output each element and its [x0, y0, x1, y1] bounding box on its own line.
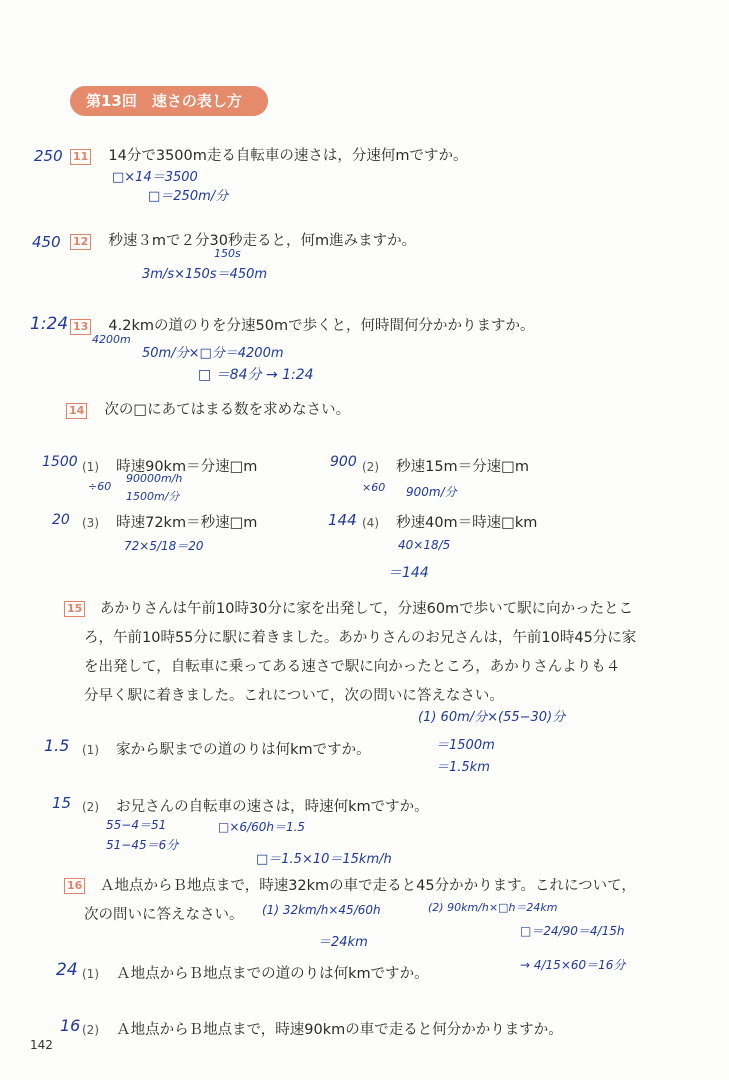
answer-14-3: 20 — [52, 512, 70, 528]
question-text: 時速90km＝分速□m — [116, 459, 258, 475]
work-14-1-a: ÷60 — [88, 480, 112, 493]
answer-14-2: 900 — [330, 454, 357, 470]
work-16-c: (2) 90km/h×□h＝24km — [428, 901, 558, 914]
work-15-2-b: 51−45＝6分 — [106, 838, 179, 852]
problem-number: 16 — [64, 878, 85, 894]
answer-14-4: 144 — [328, 511, 357, 529]
problem-number: 12 — [70, 234, 91, 250]
question-text: Ａ地点からＢ地点までの道のりは何kmですか。 — [116, 966, 429, 982]
problem-14 — [66, 398, 350, 419]
section-title: 第13回 速さの表し方 — [70, 86, 268, 116]
sub-label: (2) — [82, 1023, 99, 1037]
problem-16-2 — [82, 1018, 563, 1039]
work-16-a: (1) 32km/h×45/60h — [262, 903, 381, 917]
question-text: 秒速15m＝分速□m — [396, 459, 529, 475]
work-11-a: □×14＝3500 — [112, 170, 198, 185]
work-14-3-a: 72×5/18＝20 — [124, 539, 204, 553]
work-14-4-a: 40×18/5 — [398, 538, 451, 552]
problem-15-1 — [82, 738, 371, 759]
work-14-1-b: 90000m/h — [126, 472, 183, 485]
work-15-2-c: □×6/60h＝1.5 — [218, 820, 306, 834]
question-text: 4.2kmの道のりを分速50mで歩くと，何時間何分かかりますか。 — [108, 318, 535, 334]
answer-13: 1:24 — [30, 314, 69, 334]
answer-14-1: 1500 — [42, 454, 78, 470]
question-text: 時速72km＝秒速□m — [116, 515, 258, 531]
sub-label: (1) — [82, 743, 99, 757]
question-line: Ａ地点からＢ地点まで，時速32kmの車で走ると45分かかります。これについて， — [100, 878, 636, 894]
sub-label: (2) — [362, 460, 379, 474]
problem-13 — [70, 314, 535, 335]
work-11-b: □＝250m/分 — [148, 189, 229, 204]
work-13-c: □ ＝84分 → 1:24 — [198, 367, 314, 383]
problem-14-2 — [362, 455, 529, 476]
work-14-2-a: ×60 — [362, 481, 386, 494]
question-text: 秒速40m＝時速□km — [396, 515, 538, 531]
problem-14-4 — [362, 511, 537, 532]
question-line: 分早く駅に着きました。これについて，次の問いに答えなさい。 — [84, 688, 504, 704]
work-14-4-b: ＝144 — [388, 565, 429, 581]
sub-label: (3) — [82, 516, 99, 530]
problem-number: 15 — [64, 601, 85, 617]
work-14-2-b: 900m/分 — [406, 485, 457, 499]
work-15-1-b: ＝1500m — [436, 738, 495, 753]
problem-14-3 — [82, 511, 257, 532]
answer-16-1: 24 — [56, 960, 78, 980]
problem-12 — [70, 229, 416, 250]
question-text: Ａ地点からＢ地点まで，時速90kmの車で走ると何分かかりますか。 — [116, 1022, 563, 1038]
question-text: 秒速３mで２分30秒走ると，何m進みますか。 — [108, 233, 417, 249]
problem-number: 14 — [66, 403, 87, 419]
problem-number: 11 — [70, 149, 91, 165]
question-line: 次の問いに答えなさい。 — [84, 907, 244, 923]
sub-label: (1) — [82, 967, 99, 981]
work-15-2-a: 55−4＝51 — [106, 818, 167, 832]
work-15-1-c: ＝1.5km — [436, 760, 490, 775]
work-14-1-c: 1500m/分 — [126, 490, 180, 503]
work-16-b: ＝24km — [318, 935, 368, 950]
answer-16-2: 16 — [60, 1016, 81, 1035]
work-16-e: → 4/15×60＝16分 — [520, 958, 626, 972]
answer-11: 250 — [34, 147, 63, 165]
problem-number: 13 — [70, 319, 91, 335]
sub-label: (1) — [82, 460, 99, 474]
question-text: 14分で3500m走る自転車の速さは，分速何mですか。 — [108, 148, 468, 164]
work-12-b: 3m/s×150s＝450m — [142, 267, 268, 282]
work-16-d: □＝24/90＝4/15h — [520, 924, 625, 938]
work-15-1-a: (1) 60m/分×(55−30)分 — [418, 710, 566, 725]
question-line: ろ，午前10時55分に駅に着きました。あかりさんのお兄さんは，午前10時45分に家 — [84, 630, 637, 646]
question-line: あかりさんは午前10時30分に家を出発して，分速60mで歩いて駅に向かったとこ — [100, 601, 634, 617]
work-13-a: 4200m — [92, 333, 131, 346]
question-text: 次の□にあてはまる数を求めなさい。 — [104, 402, 351, 418]
problem-16-1 — [82, 962, 429, 983]
answer-12: 450 — [32, 233, 61, 251]
sub-label: (4) — [362, 516, 379, 530]
sub-label: (2) — [82, 800, 99, 814]
work-12-a: 150s — [214, 247, 241, 260]
question-text: 家から駅までの道のりは何kmですか。 — [116, 742, 371, 758]
question-text: お兄さんの自転車の速さは，時速何kmですか。 — [116, 799, 429, 815]
work-13-b: 50m/分×□分＝4200m — [142, 346, 284, 361]
question-line: を出発して，自転車に乗ってある速さで駅に向かったところ，あかりさんよりも４ — [84, 659, 621, 675]
page-number: 142 — [30, 1038, 53, 1052]
answer-15-1: 1.5 — [44, 736, 70, 755]
problem-15-2 — [82, 795, 429, 816]
answer-15-2: 15 — [52, 794, 72, 812]
work-15-2-d: □＝1.5×10＝15km/h — [256, 852, 392, 867]
problem-15 — [64, 595, 704, 711]
problem-11 — [70, 144, 468, 165]
